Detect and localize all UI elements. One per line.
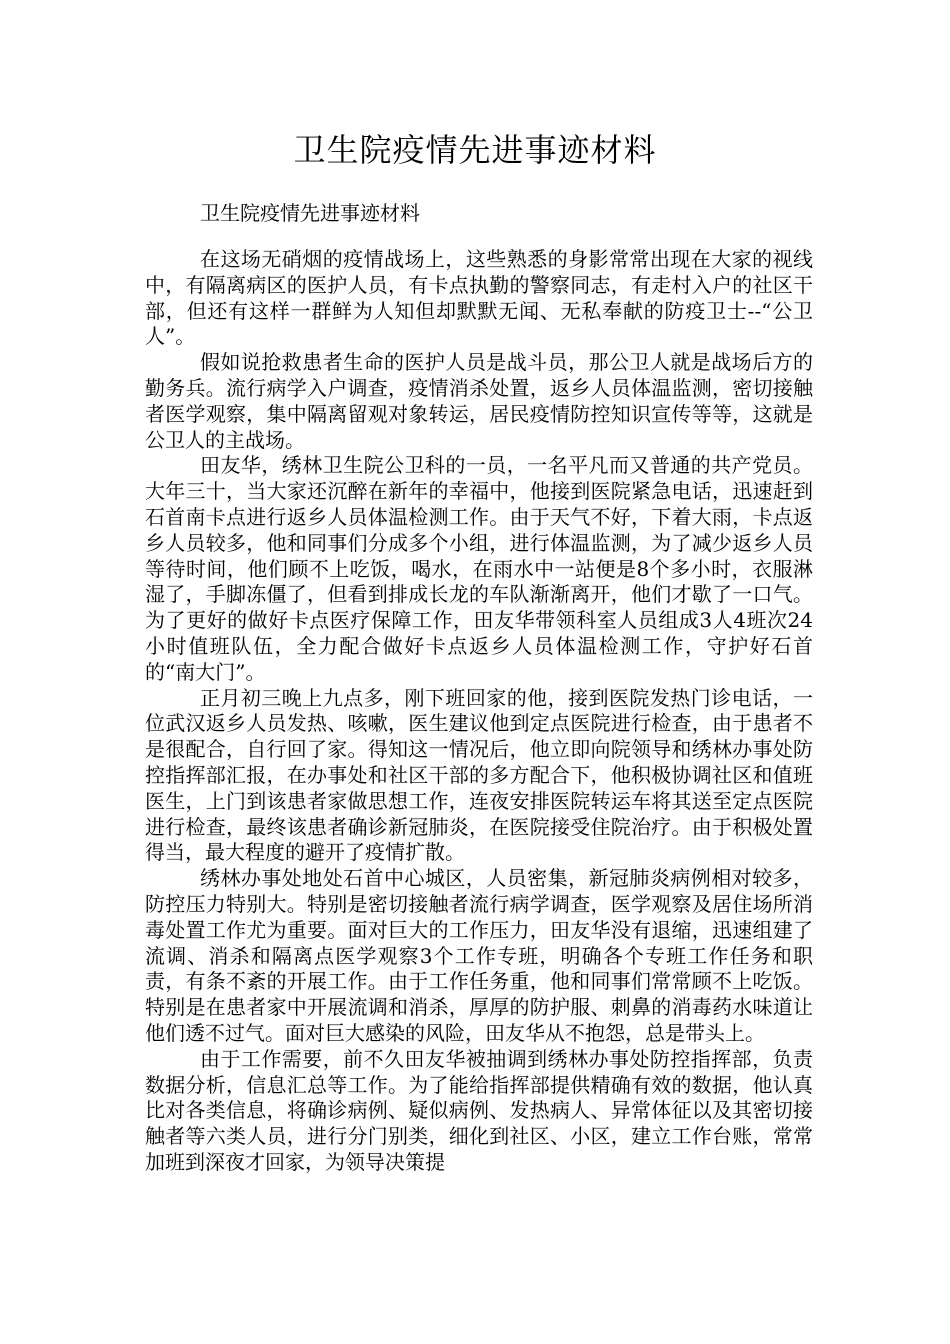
paragraph: 在这场无硝烟的疫情战场上，这些熟悉的身影常常出现在大家的视线中，有隔离病区的医护人员，有卡点执勤的警察同志，有走村入户的社区干部，但还有这样一群鲜为人知但却默默无闻、无私奉献的防疫卫士--“公卫人”。 [145, 247, 813, 349]
document-title: 卫生院疫情先进事迹材料 [293, 131, 657, 169]
document-subtitle: 卫生院疫情先进事迹材料 [200, 201, 420, 225]
paragraph: 田友华，绣林卫生院公卫科的一员，一名平凡而又普通的共产党员。大年三十，当大家还沉醉在新年的幸福中，他接到医院紧急电话，迅速赶到石首南卡点进行返乡人员体温检测工作。由于天气不好，下着大雨，卡点返乡人员较多，他和同事们分成多个小组，进行体温监测，为了减少返乡人员等待时间，他们顾不上吃饭，喝水，在雨水中一站便是8个多小时，衣服淋湿了，手脚冻僵了，但看到排成长龙的车队渐渐离开，他们才歇了一口气。为了更好的做好卡点医疗保障工作，田友华带领科室人员组成3人4班次24小时值班队伍，全力配合做好卡点返乡人员体温检测工作，守护好石首的“南大门”。 [145, 453, 813, 684]
paragraph: 绣林办事处地处石首中心城区，人员密集，新冠肺炎病例相对较多，防控压力特别大。特别是密切接触者流行病学调查，医学观察及居住场所消毒处置工作尤为重要。面对巨大的工作压力，田友华没有退缩，迅速组建了流调、消杀和隔离点医学观察3个工作专班，明确各个专班工作任务和职责，有条不紊的开展工作。由于工作任务重，他和同事们常常顾不上吃饭。特别是在患者家中开展流调和消杀，厚厚的防护服、刺鼻的消毒药水味道让他们透不过气。面对巨大感染的风险，田友华从不抱怨，总是带头上。 [145, 866, 813, 1045]
paragraph: 假如说抢救患者生命的医护人员是战斗员，那公卫人就是战场后方的勤务兵。流行病学入户调查，疫情消杀处置，返乡人员体温监测，密切接触者医学观察，集中隔离留观对象转运，居民疫情防控知识宣传等等，这就是公卫人的主战场。 [145, 350, 813, 452]
paragraph: 正月初三晚上九点多，刚下班回家的他，接到医院发热门诊电话，一位武汉返乡人员发热、咳嗽，医生建议他到定点医院进行检查，由于患者不是很配合，自行回了家。得知这一情况后，他立即向院领导和绣林办事处防控指挥部汇报，在办事处和社区干部的多方配合下，他积极协调社区和值班医生，上门到该患者家做思想工作，连夜安排医院转运车将其送至定点医院进行检查，最终该患者确诊新冠肺炎，在医院接受住院治疗。由于积极处置得当，最大程度的避开了疫情扩散。 [145, 685, 813, 865]
document-body [145, 247, 813, 1176]
paragraph: 由于工作需要，前不久田友华被抽调到绣林办事处防控指挥部，负责数据分析，信息汇总等工作。为了能给指挥部提供精确有效的数据，他认真比对各类信息，将确诊病例、疑似病例、发热病人、异常体征以及其密切接触者等六类人员，进行分门别类，细化到社区、小区，建立工作台账，常常加班到深夜才回家，为领导决策提 [145, 1046, 813, 1174]
